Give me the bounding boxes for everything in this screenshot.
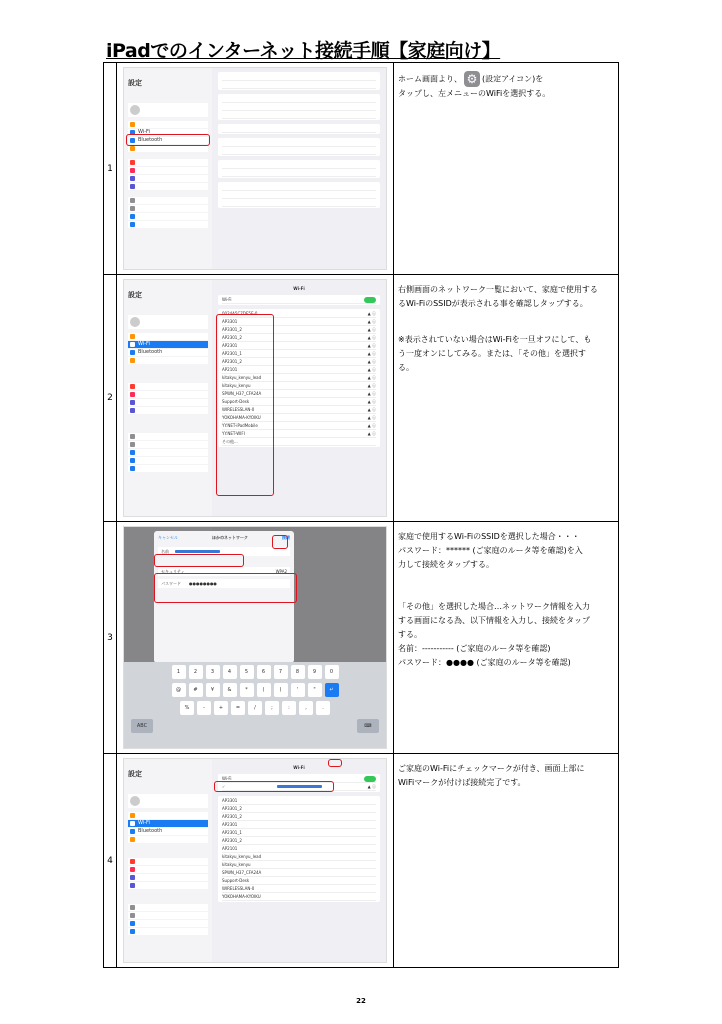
network-row[interactable]	[222, 893, 376, 901]
highlight-box	[328, 759, 342, 767]
hourglass-icon	[130, 883, 135, 888]
wifi-signal-icon: ▲ ⓘ	[367, 406, 376, 412]
desc-text: る。	[398, 363, 414, 372]
keyboard-key[interactable]: "	[308, 683, 322, 697]
settings-group	[218, 182, 380, 208]
wifi-signal-icon: ▲ ⓘ	[367, 398, 376, 404]
speaker-icon	[130, 392, 135, 397]
keyboard	[124, 662, 386, 748]
return-key[interactable]: ↵	[325, 683, 339, 697]
ipad-wifi-screen	[123, 279, 387, 517]
settings-group	[218, 94, 380, 120]
step-description-1	[394, 63, 619, 275]
network-name: WIRELESSLAN-0	[222, 407, 255, 412]
sidebar-item-screentime[interactable]	[128, 882, 208, 889]
network-name: 0024A5C7DE5E-0	[222, 311, 258, 316]
step-number: 4	[104, 754, 117, 968]
panel-title: Wi-Fi	[293, 765, 305, 770]
sidebar-item-screentime[interactable]	[128, 407, 208, 414]
wifi-signal-icon: ▲ ⓘ	[367, 366, 376, 372]
keyboard-key[interactable]: 5	[240, 665, 254, 679]
wifi-signal-icon: ▲ ⓘ	[367, 430, 376, 436]
keyboard-key[interactable]: &	[223, 683, 237, 697]
network-name: YY.NET-iPadMobile	[222, 423, 258, 428]
settings-group	[218, 72, 380, 90]
gear-icon	[130, 905, 135, 910]
keyboard-key[interactable]: ;	[265, 701, 279, 715]
settings-group	[218, 124, 380, 134]
network-name: その他...	[222, 438, 238, 444]
desc-text: 「その他」を選択した場合…ネットワーク情報を入力	[398, 602, 590, 611]
network-name: AP3301_2	[222, 327, 242, 332]
wifi-signal-icon: ▲ ⓘ	[367, 350, 376, 356]
airplane-icon	[130, 122, 135, 127]
moon-icon	[130, 176, 135, 181]
sidebar-item-label: Wi-Fi	[138, 341, 150, 348]
network-row[interactable]	[222, 861, 376, 869]
sidebar-note	[128, 94, 208, 99]
step-number: 2	[104, 275, 117, 522]
gear-icon	[130, 198, 135, 203]
keyboard-key[interactable]: ¥	[206, 683, 220, 697]
desc-text: 名前：----------- (ご家庭のルータ等を確認)	[398, 644, 551, 653]
wifi-panel	[212, 759, 386, 962]
airplane-icon	[130, 813, 135, 818]
field-label: 名前	[161, 548, 169, 554]
account-row[interactable]	[128, 103, 208, 117]
sidebar-item-bluetooth[interactable]	[128, 349, 208, 356]
sidebar-item-focus[interactable]	[128, 399, 208, 406]
network-name: AP2301_2	[222, 814, 242, 819]
grid-icon	[130, 458, 135, 463]
network-name: Support-Desk	[222, 878, 250, 883]
sidebar-item-display[interactable]	[128, 213, 208, 220]
hourglass-icon	[130, 408, 135, 413]
sidebar-item-display[interactable]	[128, 449, 208, 456]
keyboard-key[interactable]: /	[248, 701, 262, 715]
network-name: YY.NET-WIFI	[222, 431, 245, 436]
desc-text: るWi-FiのSSIDが表示される事を確認しタップする。	[398, 299, 588, 308]
wifi-toggle[interactable]	[364, 776, 376, 782]
network-name: kitakyu_kenyu_lead	[222, 854, 262, 859]
display-icon	[130, 214, 135, 219]
keyboard-key[interactable]: (	[257, 683, 271, 697]
sidebar-item-classroom[interactable]	[128, 836, 208, 843]
page-number: 22	[356, 997, 366, 1005]
step-description-4	[394, 754, 619, 968]
bluetooth-icon	[130, 350, 135, 355]
settings-group	[218, 160, 380, 178]
keyboard-key[interactable]: 4	[223, 665, 237, 679]
sidebar-item-homescreen[interactable]	[128, 457, 208, 464]
step-description-2	[394, 275, 619, 522]
gear-icon	[130, 434, 135, 439]
network-name: kitakyu_kenyu	[222, 862, 251, 867]
sidebar-item-display[interactable]	[128, 920, 208, 927]
wifi-signal-icon: ▲ ⓘ	[367, 783, 376, 789]
sidebar-item-airplane[interactable]	[128, 121, 208, 128]
sidebar-item-general[interactable]	[128, 197, 208, 204]
step-row-1	[104, 63, 619, 275]
screenshot-step-2	[117, 275, 394, 522]
network-row[interactable]	[222, 797, 376, 805]
sidebar-item-notifications[interactable]	[128, 159, 208, 166]
settings-sidebar	[124, 759, 212, 962]
wifi-signal-icon: ▲ ⓘ	[367, 390, 376, 396]
network-row[interactable]	[222, 837, 376, 845]
network-name: AP2301_1	[222, 351, 242, 356]
network-name: kitakyu_kenyu_lead	[222, 375, 262, 380]
keyboard-key[interactable]: 7	[274, 665, 288, 679]
moon-icon	[130, 400, 135, 405]
wifi-label: Wi-Fi	[222, 297, 232, 302]
screenshot-step-3	[117, 522, 394, 754]
network-name: kitakyu_kenyu	[222, 383, 251, 388]
network-row[interactable]	[222, 821, 376, 829]
sidebar-item-homescreen[interactable]	[128, 928, 208, 935]
wifi-panel	[212, 280, 386, 516]
desc-text: ホーム画面より、	[398, 74, 462, 84]
speaker-icon	[130, 168, 135, 173]
sidebar-item-accessibility[interactable]	[128, 465, 208, 472]
desc-text: WiFiマークが付けば接続完了です。	[398, 778, 526, 787]
network-name: Support-Desk	[222, 399, 250, 404]
sidebar-note	[128, 785, 208, 790]
display-icon	[130, 450, 135, 455]
wifi-icon	[130, 821, 135, 826]
keyboard-dismiss-icon[interactable]: ⌨	[357, 719, 379, 733]
network-name: AP2301_2	[222, 838, 242, 843]
ipad-join-screen	[123, 526, 387, 749]
password-value: ●●●●●●●●	[189, 581, 217, 586]
keyboard-key[interactable]: @	[172, 683, 186, 697]
network-name: AP2301_2	[222, 359, 242, 364]
step-row-2	[104, 275, 619, 522]
security-value: WPA2	[275, 569, 287, 574]
sidebar-item-sounds[interactable]	[128, 391, 208, 398]
wifi-signal-icon: ▲ ⓘ	[367, 358, 376, 364]
network-name: SPWN_H37_CFA24A	[222, 870, 262, 875]
wifi-signal-icon: ▲ ⓘ	[367, 414, 376, 420]
settings-group	[218, 138, 380, 156]
avatar	[130, 105, 140, 115]
settings-app-icon	[464, 71, 480, 87]
classroom-icon	[130, 146, 135, 151]
sidebar-item-label: Bluetooth	[138, 137, 163, 144]
keyboard-key[interactable]: 8	[291, 665, 305, 679]
network-name: AP2301	[222, 822, 238, 827]
cancel-button[interactable]: キャンセル	[158, 535, 178, 540]
keyboard-key[interactable]: 9	[308, 665, 322, 679]
highlight-box	[126, 134, 210, 146]
moon-icon	[130, 875, 135, 880]
network-name: AP2301_2	[222, 335, 242, 340]
desc-text: パスワード：●●●● (ご家庭のルータ等を確認)	[398, 658, 571, 667]
sidebar-item-classroom[interactable]	[128, 357, 208, 364]
sidebar-item-homescreen[interactable]	[128, 221, 208, 228]
sidebar-item-wifi[interactable]	[128, 341, 208, 348]
speaker-icon	[130, 867, 135, 872]
wifi-signal-icon: ▲ ⓘ	[367, 342, 376, 348]
field-label: パスワード	[161, 580, 181, 586]
checkmark-icon: ✓	[222, 784, 226, 789]
keyboard-key[interactable]: #	[189, 683, 203, 697]
network-row[interactable]	[222, 805, 376, 813]
panel-title: Wi-Fi	[293, 286, 305, 291]
wifi-toggle-row	[218, 295, 380, 305]
name-value-redacted	[175, 550, 220, 553]
screenshot-step-4	[117, 754, 394, 968]
toggle-icon	[130, 442, 135, 447]
abc-key[interactable]: ABC	[131, 719, 153, 733]
network-row[interactable]	[222, 877, 376, 885]
desc-text: (設定アイコン)を	[482, 74, 544, 84]
highlight-box	[214, 781, 334, 792]
settings-header: 設定	[128, 291, 142, 299]
highlight-box	[154, 573, 297, 603]
avatar	[130, 796, 140, 806]
bell-icon	[130, 384, 135, 389]
network-name: SPWN_H37_CFA24A	[222, 391, 262, 396]
wifi-signal-icon: ▲ ⓘ	[367, 318, 376, 324]
ipad-settings-screen	[123, 67, 387, 270]
sidebar-item-focus[interactable]	[128, 874, 208, 881]
network-name: AP3301_2	[222, 806, 242, 811]
keyboard-key[interactable]: =	[231, 701, 245, 715]
wifi-signal-icon: ▲ ⓘ	[367, 382, 376, 388]
step-row-4	[104, 754, 619, 968]
desc-text: 右側画面のネットワーク一覧において、家庭で使用する	[398, 285, 598, 294]
highlight-box	[216, 314, 274, 496]
desc-text: する。	[398, 630, 422, 639]
desc-text: タップし、左メニューのWiFiを選択する。	[398, 89, 551, 98]
sidebar-item-general[interactable]	[128, 904, 208, 911]
network-row[interactable]	[222, 845, 376, 853]
toggle-icon	[130, 206, 135, 211]
wifi-signal-icon: ▲ ⓘ	[367, 422, 376, 428]
account-row[interactable]	[128, 315, 208, 329]
airplane-icon	[130, 334, 135, 339]
network-name: AP2101	[222, 367, 238, 372]
sidebar-item-control[interactable]	[128, 205, 208, 212]
keyboard-key[interactable]: )	[274, 683, 288, 697]
display-icon	[130, 921, 135, 926]
keyboard-key[interactable]: .	[316, 701, 330, 715]
account-row[interactable]	[128, 794, 208, 808]
sidebar-item-general[interactable]	[128, 433, 208, 440]
page-title: iPadでのインターネット接続手順【家庭向け】	[106, 40, 501, 62]
classroom-icon	[130, 358, 135, 363]
wifi-toggle[interactable]	[364, 297, 376, 303]
screenshot-step-1	[117, 63, 394, 275]
network-name: AP2301_1	[222, 830, 242, 835]
wifi-label: Wi-Fi	[222, 776, 232, 781]
keyboard-key[interactable]: +	[214, 701, 228, 715]
step-row-3	[104, 522, 619, 754]
desc-text: う一度オンにしてみる。または、「その他」を選択す	[398, 349, 586, 358]
wifi-icon	[130, 342, 135, 347]
sidebar-item-label: Wi-Fi	[138, 820, 150, 827]
desc-text: ご家庭のWi-Fiにチェックマークが付き、画面上部に	[398, 764, 585, 773]
sheet-title: ほかのネットワーク	[212, 535, 248, 540]
bell-icon	[130, 859, 135, 864]
sidebar-item-bluetooth[interactable]	[128, 828, 208, 835]
grid-icon	[130, 222, 135, 227]
sidebar-item-wifi[interactable]	[128, 820, 208, 827]
network-name: AP2101	[222, 846, 238, 851]
highlight-box	[272, 535, 288, 549]
sidebar-item-label: Bluetooth	[138, 349, 163, 356]
wifi-signal-icon: ▲ ⓘ	[367, 310, 376, 316]
network-name: AP2301	[222, 343, 238, 348]
keyboard-key[interactable]: 3	[206, 665, 220, 679]
sidebar-note	[128, 306, 208, 311]
hourglass-icon	[130, 184, 135, 189]
network-row[interactable]	[222, 829, 376, 837]
grid-icon	[130, 929, 135, 934]
keyboard-key[interactable]: %	[180, 701, 194, 715]
keyboard-key[interactable]: :	[282, 701, 296, 715]
keyboard-key[interactable]: '	[291, 683, 305, 697]
desc-text: する画面になる為、以下情報を入力し、接続をタップ	[398, 616, 590, 625]
sidebar-item-control[interactable]	[128, 912, 208, 919]
network-row[interactable]	[222, 813, 376, 821]
keyboard-key[interactable]: -	[197, 701, 211, 715]
step-number: 3	[104, 522, 117, 754]
keyboard-key[interactable]: 0	[325, 665, 339, 679]
keyboard-key[interactable]: 6	[257, 665, 271, 679]
network-name: WIRELESSLAN-0	[222, 886, 255, 891]
sidebar-item-label: Bluetooth	[138, 828, 163, 835]
network-row[interactable]	[222, 885, 376, 893]
desc-text: ※表示されていない場合はWi-Fiを一旦オフにして、も	[398, 335, 592, 344]
highlight-box	[154, 554, 244, 567]
settings-sidebar	[124, 280, 212, 516]
network-row[interactable]	[222, 853, 376, 861]
bell-icon	[130, 160, 135, 165]
sidebar-item-focus[interactable]	[128, 175, 208, 182]
ipad-connected-screen	[123, 758, 387, 963]
network-name: AP3301	[222, 798, 238, 803]
network-row[interactable]	[222, 869, 376, 877]
sidebar-item-airplane[interactable]	[128, 333, 208, 340]
keyboard-key[interactable]: 1	[172, 665, 186, 679]
desc-text: パスワード：****** (ご家庭のルータ等を確認)を入	[398, 546, 583, 555]
join-button[interactable]: 接続	[282, 535, 290, 540]
keyboard-key[interactable]: *	[240, 683, 254, 697]
keyboard-key[interactable]: 2	[189, 665, 203, 679]
field-label: セキュリティ	[161, 568, 185, 574]
settings-header: 設定	[128, 770, 142, 778]
bluetooth-icon	[130, 829, 135, 834]
settings-header: 設定	[128, 79, 142, 87]
sidebar-item-airplane[interactable]	[128, 812, 208, 819]
toggle-icon	[130, 913, 135, 918]
keyboard-key[interactable]: ,	[299, 701, 313, 715]
steps-table	[103, 62, 619, 968]
sidebar-item-screentime[interactable]	[128, 183, 208, 190]
sidebar-item-sounds[interactable]	[128, 167, 208, 174]
sidebar-item-sounds[interactable]	[128, 866, 208, 873]
sidebar-item-notifications[interactable]	[128, 858, 208, 865]
wifi-signal-icon: ▲ ⓘ	[367, 334, 376, 340]
avatar	[130, 317, 140, 327]
wifi-signal-icon: ▲ ⓘ	[367, 326, 376, 332]
network-name: YOKOHAMA-KYOIKU	[222, 415, 261, 420]
sidebar-item-notifications[interactable]	[128, 383, 208, 390]
wifi-signal-icon: ▲ ⓘ	[367, 374, 376, 380]
sidebar-item-control[interactable]	[128, 441, 208, 448]
settings-sidebar	[124, 68, 212, 269]
network-list	[218, 796, 380, 902]
step-description-3	[394, 522, 619, 754]
accessibility-icon	[130, 466, 135, 471]
sidebar-item-label: Wi-Fi	[138, 129, 150, 136]
classroom-icon	[130, 837, 135, 842]
network-name: YOKOHAMA-KYOIKU	[222, 894, 261, 899]
desc-text: 力して接続をタップする。	[398, 560, 494, 569]
step-number: 1	[104, 63, 117, 275]
network-name: AP3301	[222, 319, 238, 324]
desc-text: 家庭で使用するWi-FiのSSIDを選択した場合・・・	[398, 532, 580, 541]
settings-main	[212, 68, 386, 269]
